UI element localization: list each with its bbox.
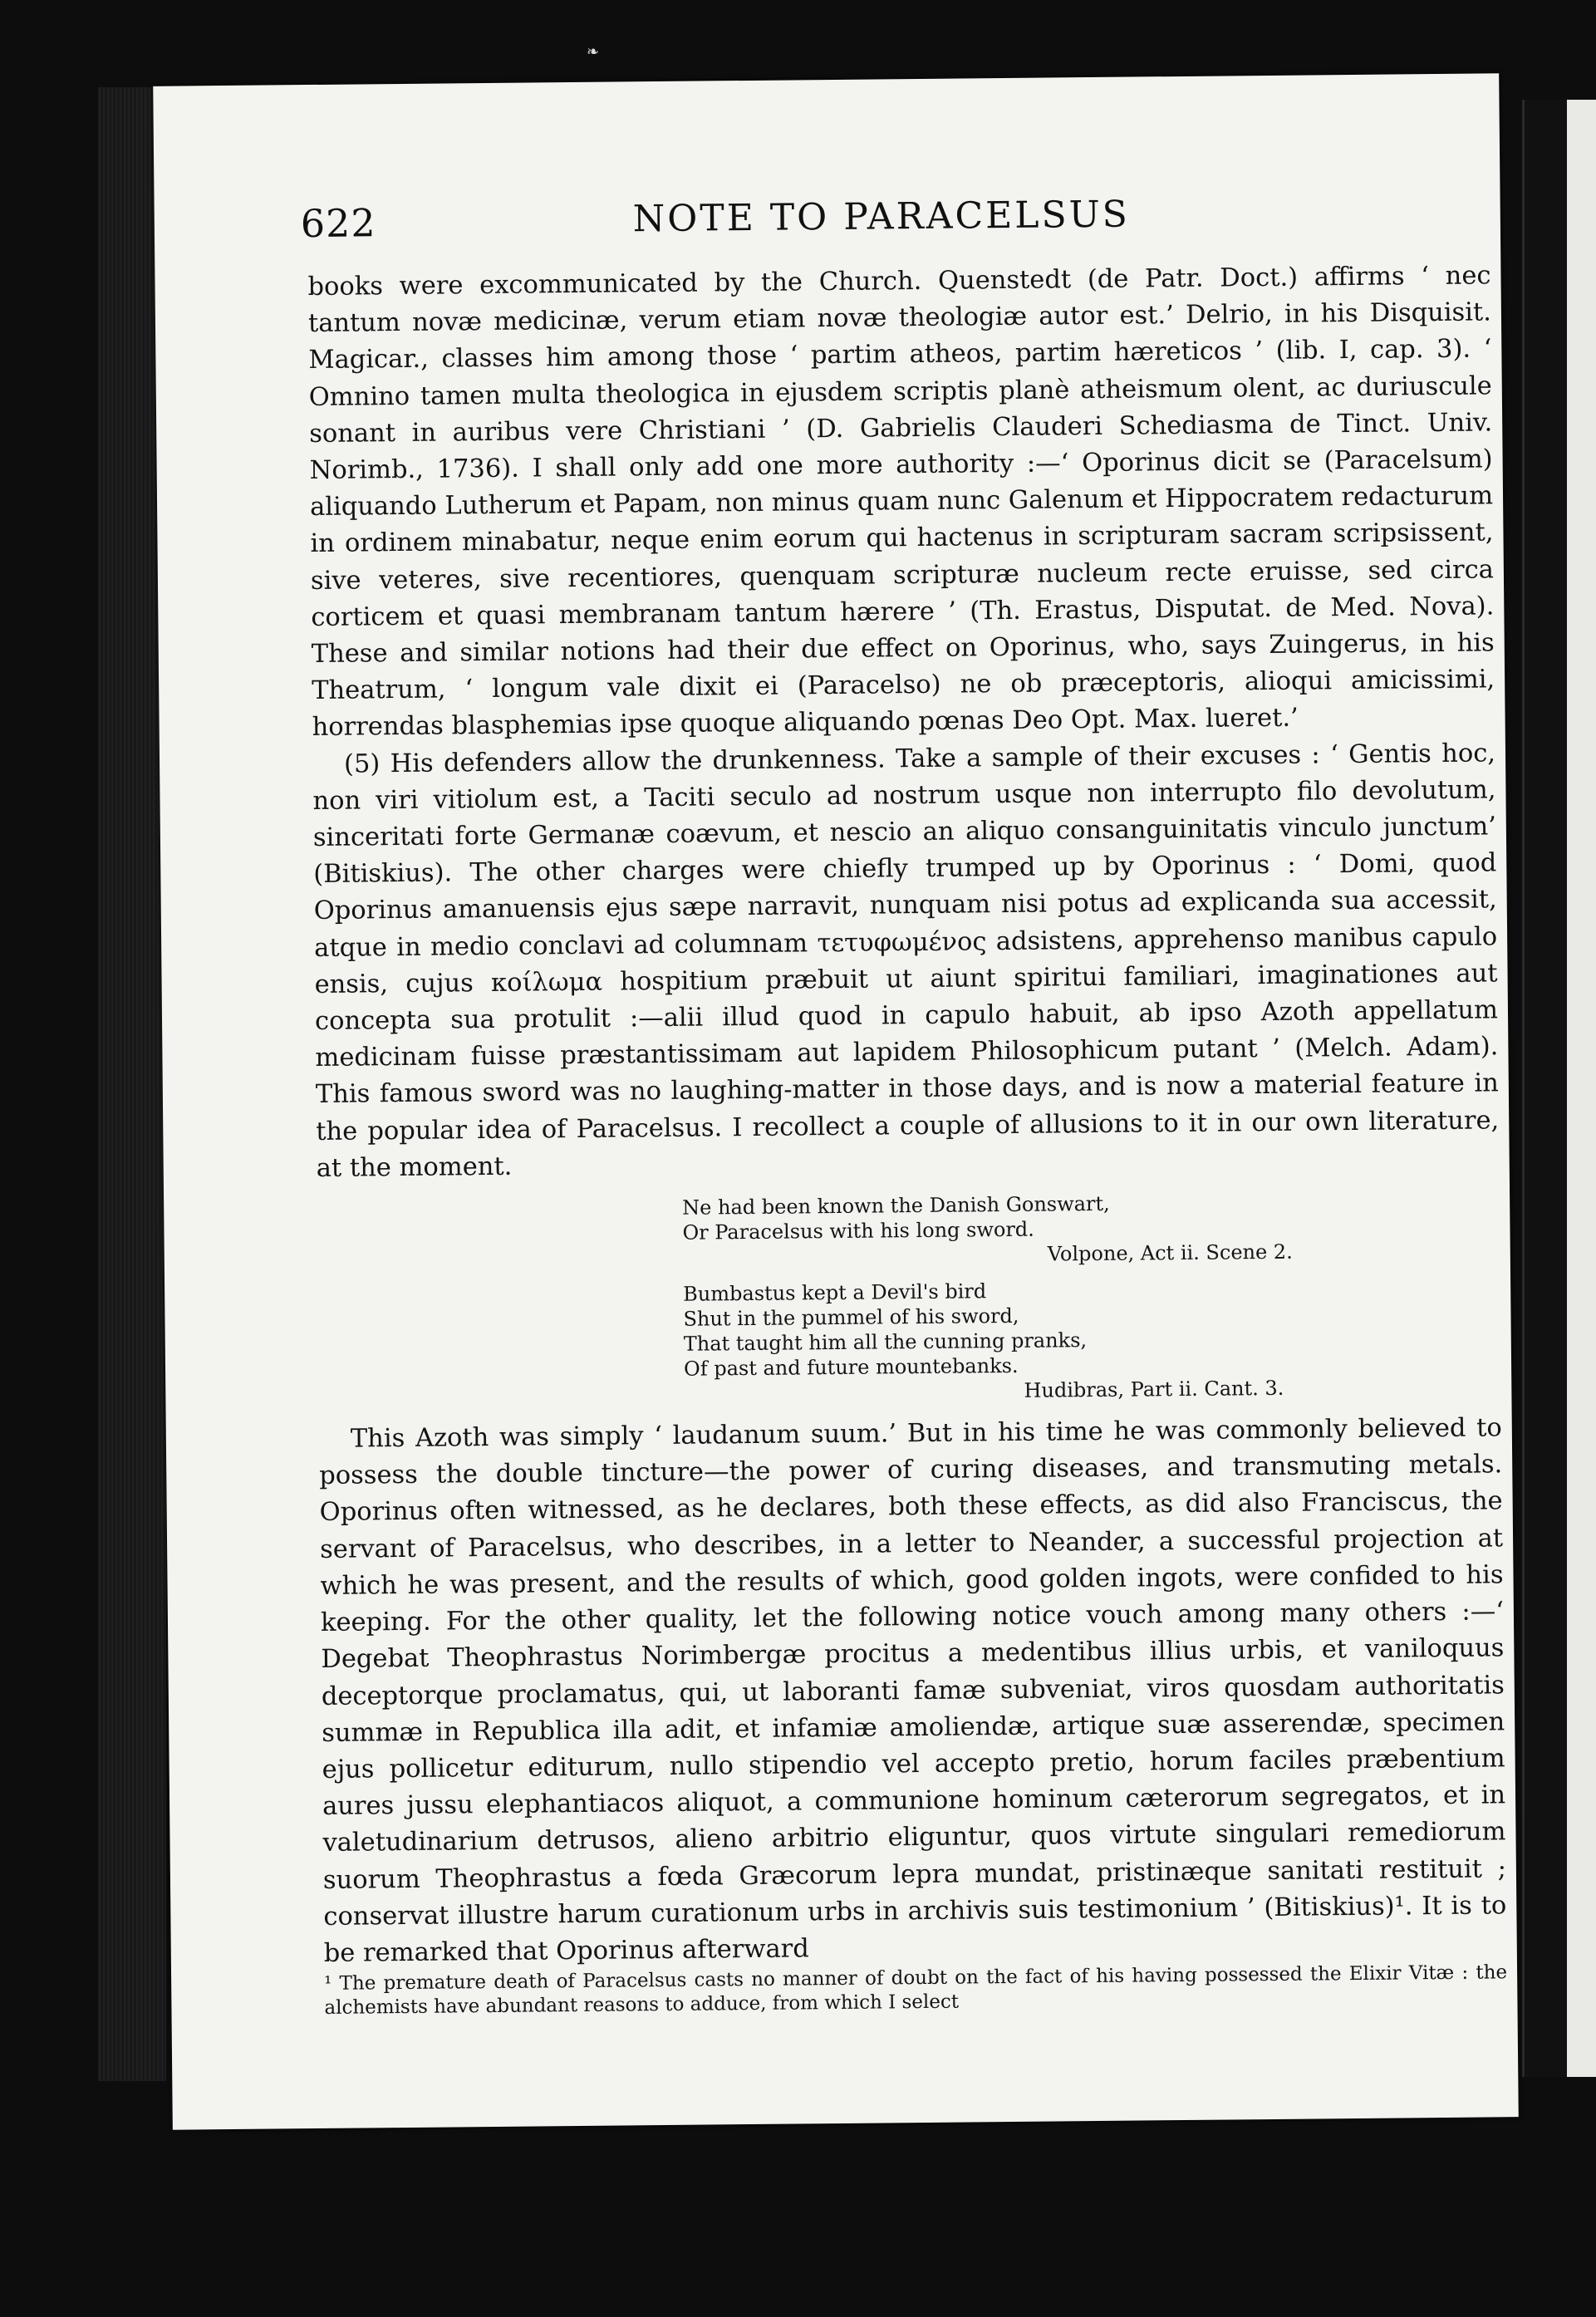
verse-attribution: Volpone, Act ii. Scene 2. [1047,1239,1293,1266]
verse-line: Ne had been known the Danish Gonswart, [682,1191,1110,1220]
verse-line: Shut in the pummel of his sword, [683,1303,1019,1331]
book-page [153,73,1519,2129]
page-header [301,190,1407,268]
verse-quotation-hudibras [317,1274,1501,1410]
verse-line: Or Paracelsus with his long sword. [682,1217,1034,1244]
running-head: NOTE TO PARACELSUS [632,193,1131,241]
verse-line: Bumbastus kept a Devil's bird [683,1279,987,1306]
page-number: 622 [300,200,376,247]
verse-attribution: Hudibras, Part ii. Cant. 3. [1024,1376,1284,1402]
paragraph: books were excommunicated by the Church. Quenstedt (de Patr. Doct.) affirms ‘ nec tantum novæ medicinæ, verum etiam novæ theologiæ autor est.’ Delrio, in his Disquisit. Magicar., classes him among those ‘ partim atheos, partim hæreticos ’ (lib. I, cap. 3). ‘ Omnino tamen multa theologica in ejusdem scriptis planè atheismum olent, ac duriuscule sonant in auribus vere Christiani ’ (D. Gabrielis Clauderi Schediasma de Tinct. Univ. Norimb., 1736). I shall only add one more authority :—‘ Oporinus dicit se (Paracelsum) aliquando Lutherum et Papam, non minus quam nunc Galenum et Hippocratem redacturum in ordinem minabatur, neque enim eorum qui hactenus in scripturam sacram scripsissent, sive veteres, sive recentiores, quenquam scripturæ nucleum recte eruisse, sed circa corticem et quasi membranam tantum hærere ’ (Th. Erastus, Disputat. de Med. Nova). These and similar notions had their due effect on Oporinus, who, says Zuingerus, in his Theatrum, ‘ longum vale dixit ei (Paracelso) ne ob præceptoris, alioqui amicissimi, horrendas blasphemias ipse quoque aliquando pœnas Deo Opt. Max. lueret.’ [307,261,1495,743]
book-gutter [1522,100,1573,2077]
verse-quotation-volpone [317,1187,1500,1274]
paragraph: This Azoth was simply ‘ laudanum suum.’ But in his time he was commonly believed to possess the double tincture—the power of curing diseases, and transmuting metals. Oporinus often witnessed, as he declares, both these effects, as did also Franciscus, the servant of Paracelsus, who describes, in a letter to Neander, a successful projection at which he was present, and the results of which, good golden ingots, were confided to his keeping. For the other quality, let the following notice vouch among many others :—‘ Degebat Theophrastus Norimbergæ procitus a medentibus illius urbis, et vaniloquus deceptorque proclamatus, qui, ut laboranti famæ subveniat, viros quosdam authoritatis summæ in Republica illa adit, et infamiæ amoliendæ, artique suæ asserendæ, specimen ejus pollicetur editurum, nullo stipendio vel accepto pretio, horum faciles præbentium aures jussu elephantiacos aliquot, a communione hominum cæterorum segregatos, et in valetudinarium detrusos, alieno arbitrio eliguntur, quos virtute singulari remediorum suorum Theophrastus a fœda Græcorum lepra mundat, pristinæque sanitati restituit ; conservat illustre harum curationum urbs in archivis suis testimonium ’ (Bitiskius)¹. It is to be remarked that Oporinus afterward [319,1413,1507,1968]
verse-line: Of past and future mountebanks. [683,1353,1019,1381]
facing-page-edge [1567,100,1596,2077]
page-body [307,258,1507,2020]
binding-mark: ❧ [587,43,600,61]
verse-line: That taught him all the cunning pranks, [683,1328,1088,1356]
paragraph: (5) His defenders allow the drunkenness. Take a sample of their excuses : ‘ Gentis hoc, non viri vitiolum est, a Taciti seculo ad nostrum usque non interrupto filo devolutum, sinceritati forte Germanæ coævum, et nescio an aliquo consanguinitatis vinculo junctum’ (Bitiskius). The other charges were chiefly trumped up by Oporinus : ‘ Domi, quod Oporinus amanuensis ejus sæpe narravit, nunquam nisi potus ad explicanda sua accessit, atque in medio conclavi ad columnam τετυφωμένος adsistens, apprehenso manibus capulo ensis, cujus κοίλωμα hospitium præbuit ut aiunt spiritui familiari, imaginationes aut concepta sua protulit :—alii illud quod in capulo habuit, ab ipso Azoth appellatum medicinam fuisse præstantissimam aut lapidem Philosophicum putant ’ (Melch. Adam). This famous sword was no laughing-matter in those days, and is now a material feature in the popular idea of Paracelsus. I recollect a couple of allusions to it in our own literature, at the moment. [312,739,1500,1183]
footnote: ¹ The premature death of Paracelsus casts no manner of doubt on the fact of his having possessed the Elixir Vitæ : the alchemists have abundant reasons to adduce, from which I select [324,1961,1508,2020]
